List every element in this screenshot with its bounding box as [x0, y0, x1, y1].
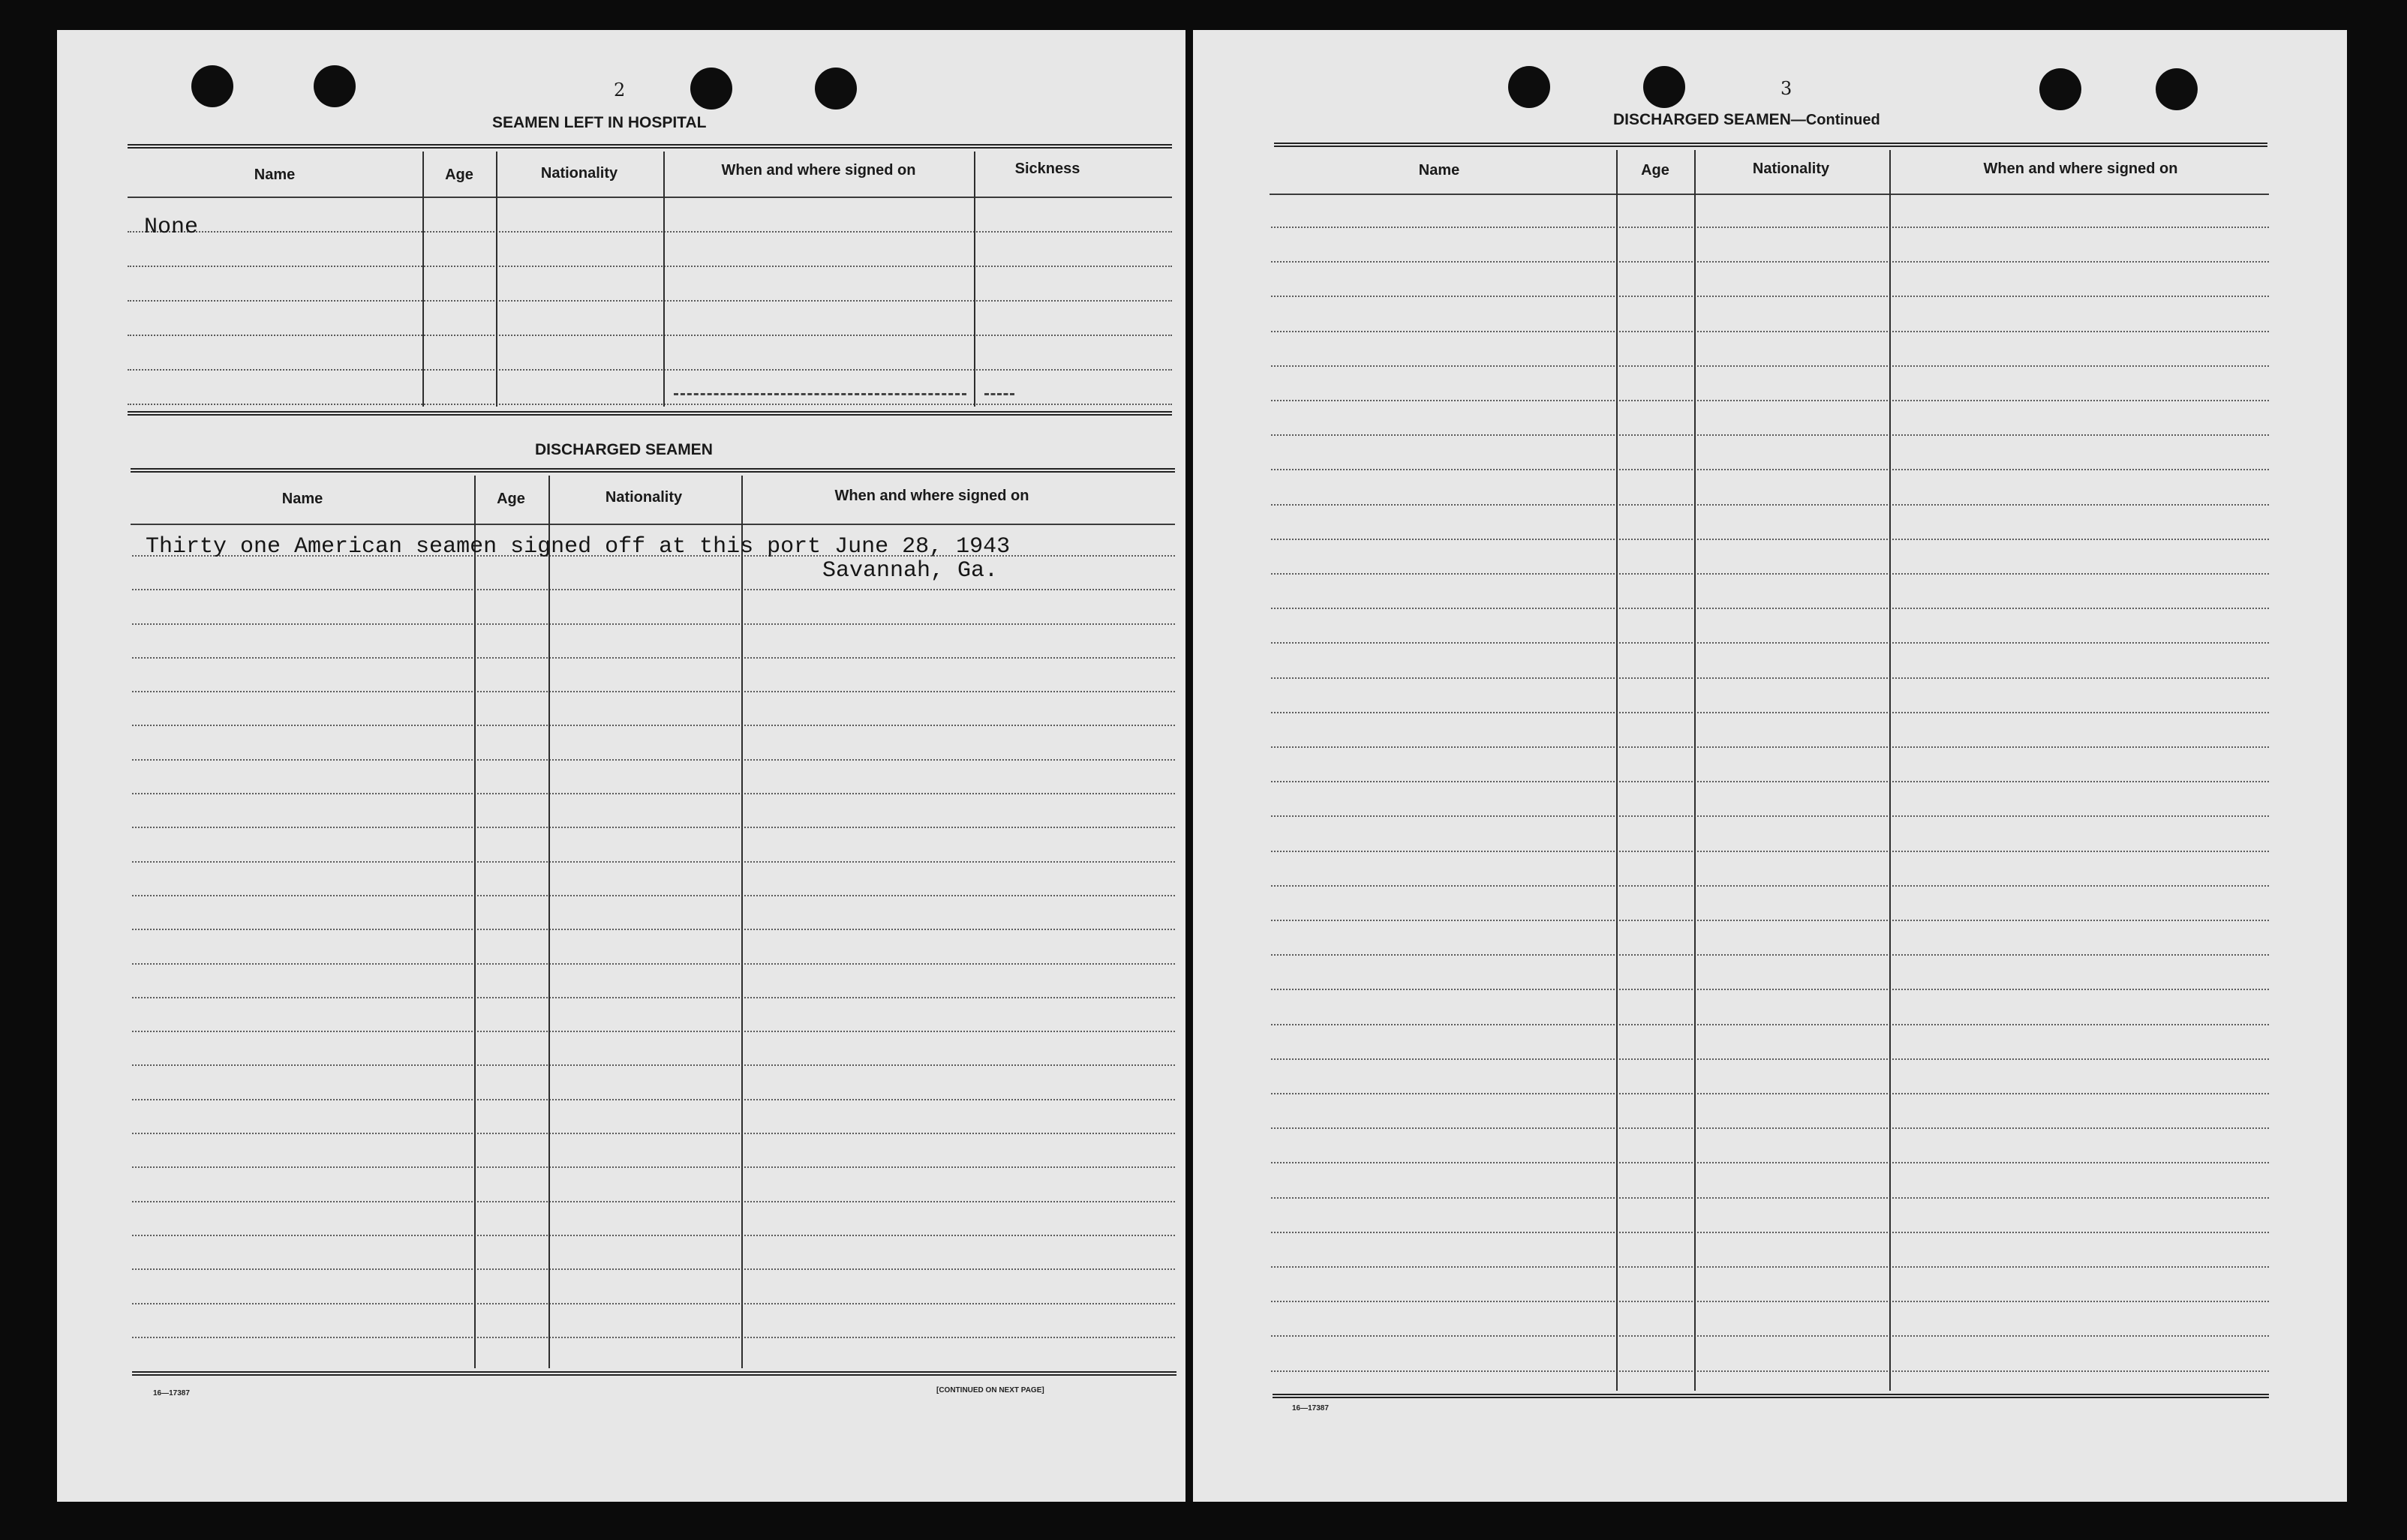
ruled-line	[1271, 954, 2269, 956]
ruled-line	[1271, 1232, 2269, 1233]
column-divider	[741, 476, 743, 1368]
ruled-line	[1271, 573, 2269, 575]
table-header-rule	[131, 524, 1175, 525]
ruled-line	[132, 929, 1175, 930]
ruled-line	[128, 369, 1172, 371]
column-header-name: Name	[281, 491, 323, 507]
ruled-line	[1271, 1266, 2269, 1268]
column-header-name: Name	[254, 167, 296, 183]
punch-hole	[690, 68, 732, 110]
ruled-line	[1271, 1197, 2269, 1199]
ruled-line	[1271, 504, 2269, 506]
ruled-line	[1271, 851, 2269, 852]
column-header-name: Name	[1418, 162, 1460, 179]
punch-hole	[2156, 68, 2198, 110]
column-header-age: Age	[445, 167, 473, 183]
ruled-line	[132, 1201, 1175, 1202]
table-header-rule	[128, 197, 1172, 198]
ruled-line	[1271, 885, 2269, 887]
ruled-line	[132, 1064, 1175, 1066]
ruled-line	[1271, 1162, 2269, 1163]
ruled-line	[1271, 1058, 2269, 1060]
ruled-line	[132, 1099, 1175, 1100]
ruled-line	[1271, 712, 2269, 713]
ruled-line	[1271, 1093, 2269, 1094]
punch-hole	[1508, 66, 1550, 108]
section-title	[1613, 111, 1880, 129]
ruled-line	[128, 266, 1172, 267]
column-divider	[548, 476, 550, 1368]
right-page	[1193, 30, 2347, 1502]
table-bottom-rule	[128, 411, 1172, 416]
table-top-rule	[1274, 143, 2267, 147]
column-divider	[1616, 150, 1618, 1391]
ruled-line	[132, 657, 1175, 659]
ruled-line	[132, 1268, 1175, 1270]
column-header-nationality: Nationality	[540, 165, 618, 182]
ruled-line	[1271, 365, 2269, 367]
column-header-nationality: Nationality	[605, 489, 683, 506]
ruled-line	[1271, 677, 2269, 679]
column-divider	[474, 476, 476, 1368]
ruled-line	[132, 1337, 1175, 1338]
column-divider	[1889, 150, 1891, 1391]
column-header-signed-on: When and where signed on	[1983, 161, 2178, 177]
ruled-line	[132, 861, 1175, 863]
table-top-rule	[128, 144, 1172, 149]
ruled-line	[1271, 1127, 2269, 1129]
ruled-line	[128, 404, 1172, 405]
ruled-line	[1271, 261, 2269, 263]
ruled-line	[128, 231, 1172, 233]
ruled-line	[132, 1133, 1175, 1134]
ruled-line	[1271, 746, 2269, 748]
ruled-line	[132, 691, 1175, 692]
ruled-line	[132, 1166, 1175, 1168]
section-title-continued: —Continued	[1790, 112, 1880, 128]
ruled-line	[1271, 815, 2269, 817]
section-title-main: DISCHARGED SEAMEN	[1613, 111, 1791, 128]
column-divider	[663, 152, 665, 407]
ruled-line	[132, 623, 1175, 625]
ruled-line	[132, 793, 1175, 794]
form-number: 16—17387	[153, 1389, 190, 1397]
ruled-line	[128, 335, 1172, 336]
ruled-line	[1271, 227, 2269, 228]
continued-note: [CONTINUED ON NEXT PAGE]	[936, 1386, 1044, 1394]
hospital-section-title: SEAMEN LEFT IN HOSPITAL	[492, 114, 707, 131]
ruled-line	[132, 725, 1175, 726]
form-number: 16—17387	[1292, 1404, 1329, 1412]
column-header-age: Age	[497, 491, 525, 507]
ruled-line	[1271, 989, 2269, 990]
punch-hole	[1643, 66, 1685, 108]
table-bottom-rule	[132, 1371, 1176, 1376]
ruled-line	[132, 895, 1175, 896]
column-header-signed-on: When and where signed on	[834, 488, 1029, 504]
page-number: 3	[1780, 78, 1792, 99]
ruled-line	[1271, 400, 2269, 401]
ruled-line	[132, 759, 1175, 761]
ruled-line	[1271, 469, 2269, 470]
dash-mark	[674, 393, 966, 395]
ruled-line	[1271, 1024, 2269, 1025]
ruled-line	[1271, 920, 2269, 921]
discharged-entry-location: Savannah, Ga.	[822, 558, 999, 584]
ruled-line	[1271, 539, 2269, 540]
ruled-line	[132, 963, 1175, 965]
ruled-line	[132, 827, 1175, 828]
ruled-line	[132, 1303, 1175, 1304]
punch-hole	[815, 68, 857, 110]
column-divider	[1694, 150, 1696, 1391]
ruled-line	[128, 300, 1172, 302]
ruled-line	[1271, 331, 2269, 332]
ruled-line	[1271, 1335, 2269, 1337]
ruled-line	[1271, 296, 2269, 297]
ruled-line	[1271, 781, 2269, 782]
ruled-line	[1271, 1301, 2269, 1302]
page-number: 2	[614, 80, 626, 101]
ruled-line	[1271, 1370, 2269, 1372]
punch-hole	[314, 65, 356, 107]
ruled-line	[132, 589, 1175, 590]
left-page	[57, 30, 1185, 1502]
ruled-line	[132, 1235, 1175, 1236]
table-bottom-rule	[1273, 1394, 2269, 1398]
discharged-section-title: DISCHARGED SEAMEN	[535, 441, 713, 458]
column-header-nationality: Nationality	[1752, 161, 1830, 177]
table-header-rule	[1270, 194, 2269, 195]
ruled-line	[1271, 642, 2269, 644]
punch-hole	[191, 65, 233, 107]
column-header-signed-on: When and where signed on	[721, 162, 916, 179]
discharged-entry: Thirty one American seamen signed off at this port June 28, 1943	[146, 534, 1011, 560]
ruled-line	[1271, 434, 2269, 436]
punch-hole	[2039, 68, 2081, 110]
ruled-line	[132, 1031, 1175, 1032]
hospital-entry: None	[144, 215, 199, 240]
dash-mark	[984, 393, 1014, 395]
ruled-line	[132, 997, 1175, 998]
ruled-line	[1271, 608, 2269, 609]
column-divider	[422, 152, 424, 407]
column-divider	[496, 152, 497, 407]
column-header-sickness: Sickness	[1014, 161, 1080, 177]
column-divider	[974, 152, 975, 407]
table-top-rule	[131, 468, 1175, 473]
column-header-age: Age	[1641, 162, 1669, 179]
